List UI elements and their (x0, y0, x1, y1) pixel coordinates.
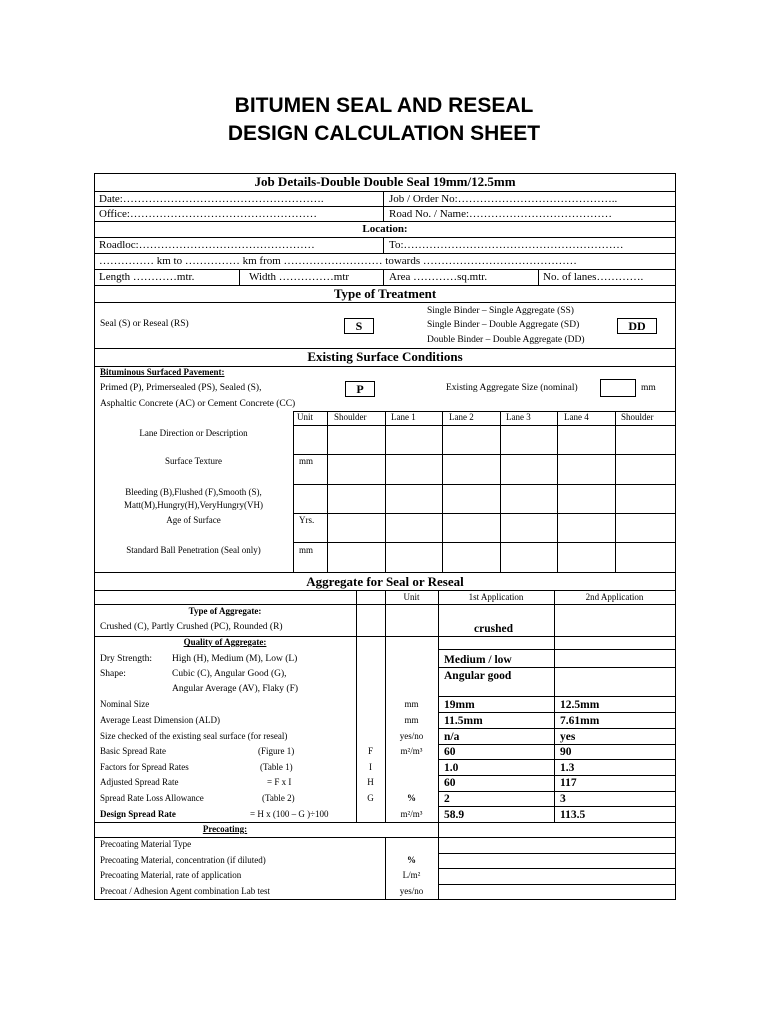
bituminous-subheading: Bituminous Surfaced Pavement: (100, 367, 225, 377)
design-spread-rate-ref: = H x (100 – G )÷100 (250, 809, 329, 819)
precoat-concentration-label: Precoating Material, concentration (if diluted) (100, 855, 266, 865)
type-of-aggregate-app1[interactable]: crushed (474, 623, 513, 635)
agg-col-app2: 2nd Application (585, 592, 644, 602)
adjusted-spread-rate-label: Adjusted Spread Rate (100, 777, 179, 787)
precoat-rate-label: Precoating Material, rate of application (100, 870, 242, 880)
size-checked-label: Size checked of the existing seal surface (for reseal) (100, 731, 288, 741)
nominal-size-app2[interactable]: 12.5mm (560, 699, 600, 711)
adjusted-spread-rate-app2[interactable]: 117 (560, 777, 577, 789)
row-ball-penetration-unit: mm (299, 545, 314, 555)
adjusted-spread-rate-ref: = F x I (267, 777, 292, 787)
frame-left (94, 173, 95, 900)
ald-app1[interactable]: 11.5mm (444, 715, 483, 727)
job-order-field[interactable]: Job / Order No:…………………………………….. (389, 193, 618, 205)
width-field[interactable]: Width ……………mtr (249, 271, 350, 283)
basic-spread-rate-unit: m²/m³ (400, 746, 423, 756)
treatment-option-dd: Double Binder – Double Aggregate (DD) (427, 335, 585, 345)
adjusted-spread-rate-symbol: H (367, 777, 374, 787)
size-checked-app2[interactable]: yes (560, 731, 576, 743)
treatment-option-value[interactable]: DD (617, 318, 657, 334)
basic-spread-rate-symbol: F (367, 746, 373, 756)
row-ball-penetration: Standard Ball Penetration (Seal only) (126, 545, 261, 555)
size-checked-app1[interactable]: n/a (444, 731, 460, 743)
loss-allowance-app1[interactable]: 2 (444, 793, 450, 805)
adjusted-spread-rate-app1[interactable]: 60 (444, 777, 456, 789)
spread-factors-app1[interactable]: 1.0 (444, 762, 459, 774)
roadloc-field[interactable]: Roadloc:………………………………………… (99, 239, 315, 251)
shape-options-line1: Cubic (C), Angular Good (G), (172, 669, 287, 679)
existing-aggregate-size-input[interactable] (600, 379, 636, 397)
size-checked-unit: yes/no (399, 731, 424, 741)
km-range-field[interactable]: …………… km to …………… km from ……………………… towards …………………………………… (99, 255, 577, 267)
ald-app2[interactable]: 7.61mm (560, 715, 600, 727)
spread-factors-app2[interactable]: 1.3 (560, 762, 575, 774)
spread-factors-ref: (Table 1) (260, 762, 293, 772)
row-age-surface-unit: Yrs. (299, 515, 315, 525)
sheet-title-line1: BITUMEN SEAL AND RESEAL (234, 94, 534, 117)
spread-factors-symbol: I (369, 762, 372, 772)
surface-type-line2: Asphaltic Concrete (AC) or Cement Concrete (CC) (100, 399, 296, 409)
spread-factors-label: Factors for Spread Rates (100, 762, 189, 772)
basic-spread-rate-label: Basic Spread Rate (100, 746, 166, 756)
dry-strength-label: Dry Strength: (100, 654, 152, 664)
precoat-rate-unit: L/m² (402, 870, 421, 880)
shape-app1[interactable]: Angular good (444, 670, 512, 682)
col-shoulder-right: Shoulder (621, 412, 654, 422)
row-lane-direction: Lane Direction or Description (139, 428, 248, 438)
row-surface-texture-unit: mm (299, 456, 314, 466)
basic-spread-rate-app1[interactable]: 60 (444, 746, 456, 758)
location-label: Location: (362, 223, 408, 235)
length-field[interactable]: Length …………mtr. (99, 271, 195, 283)
to-field[interactable]: To:…………………………………………………… (389, 239, 624, 251)
basic-spread-rate-app2[interactable]: 90 (560, 746, 572, 758)
design-spread-rate-app2[interactable]: 113.5 (560, 809, 586, 821)
precoating-heading: Precoating: (202, 824, 248, 834)
surface-heading: Existing Surface Conditions (307, 349, 463, 364)
treatment-option-ss: Single Binder – Single Aggregate (SS) (427, 306, 574, 316)
precoat-labtest-unit: yes/no (399, 886, 424, 896)
sheet-title-line2: DESIGN CALCULATION SHEET (227, 122, 541, 145)
row-age-surface: Age of Surface (166, 515, 221, 525)
col-unit: Unit (297, 412, 314, 422)
surface-type-value[interactable]: P (345, 381, 375, 397)
loss-allowance-unit: % (407, 793, 416, 803)
col-lane-2: Lane 2 (449, 412, 474, 422)
loss-allowance-ref: (Table 2) (262, 793, 295, 803)
office-field[interactable]: Office:…………………………………………… (99, 208, 317, 220)
design-spread-rate-app1[interactable]: 58.9 (444, 809, 465, 821)
seal-type-label: Seal (S) or Reseal (RS) (100, 319, 189, 329)
col-lane-1: Lane 1 (391, 412, 416, 422)
dry-strength-app1[interactable]: Medium / low (444, 654, 512, 666)
col-lane-4: Lane 4 (564, 412, 589, 422)
dry-strength-options: High (H), Medium (M), Low (L) (172, 654, 298, 664)
design-spread-rate-label: Design Spread Rate (100, 809, 176, 819)
precoat-labtest-label: Precoat / Adhesion Agent combination Lab test (100, 886, 270, 896)
quality-of-aggregate-heading: Quality of Aggregate: (183, 637, 267, 647)
row-surface-texture: Surface Texture (165, 456, 222, 466)
shape-label: Shape: (100, 669, 126, 679)
area-field[interactable]: Area …………sq.mtr. (389, 271, 488, 283)
nominal-size-label: Nominal Size (100, 699, 150, 709)
type-of-aggregate-options: Crushed (C), Partly Crushed (PC), Rounded (R) (100, 622, 283, 632)
precoat-type-label: Precoating Material Type (100, 839, 192, 849)
lanes-field[interactable]: No. of lanes…………. (543, 271, 644, 283)
date-field[interactable]: Date:………………………………………………. (99, 193, 324, 205)
nominal-size-app1[interactable]: 19mm (444, 699, 475, 711)
surface-type-line1: Primed (P), Primersealed (PS), Sealed (S), (100, 383, 262, 393)
row-bleeding-line1: Bleeding (B),Flushed (F),Smooth (S), (125, 487, 262, 497)
treatment-heading: Type of Treatment (333, 286, 437, 301)
ald-unit: mm (404, 715, 419, 725)
agg-col-app1: 1st Application (468, 592, 524, 602)
shape-options-line2: Angular Average (AV), Flaky (F) (172, 684, 299, 694)
seal-type-value[interactable]: S (344, 318, 374, 334)
precoat-concentration-unit: % (407, 855, 416, 865)
col-lane-3: Lane 3 (506, 412, 531, 422)
design-spread-rate-unit: m²/m³ (400, 809, 423, 819)
loss-allowance-symbol: G (367, 793, 374, 803)
road-name-field[interactable]: Road No. / Name:………………………………… (389, 208, 613, 220)
existing-aggregate-size-unit: mm (641, 383, 656, 393)
row-bleeding-line2: Matt(M),Hungry(H),VeryHungry(VH) (124, 500, 263, 510)
loss-allowance-label: Spread Rate Loss Allowance (100, 793, 204, 803)
ald-label: Average Least Dimension (ALD) (100, 715, 221, 725)
basic-spread-rate-ref: (Figure 1) (258, 746, 295, 756)
job-details-heading: Job Details-Double Double Seal 19mm/12.5mm (254, 174, 516, 189)
loss-allowance-app2[interactable]: 3 (560, 793, 566, 805)
treatment-option-sd: Single Binder – Double Aggregate (SD) (427, 320, 580, 330)
nominal-size-unit: mm (404, 699, 419, 709)
agg-col-unit: Unit (403, 592, 420, 602)
col-shoulder-left: Shoulder (334, 412, 367, 422)
existing-aggregate-size-label: Existing Aggregate Size (nominal) (446, 383, 578, 393)
type-of-aggregate-heading: Type of Aggregate: (188, 606, 262, 616)
aggregate-heading: Aggregate for Seal or Reseal (306, 574, 464, 589)
